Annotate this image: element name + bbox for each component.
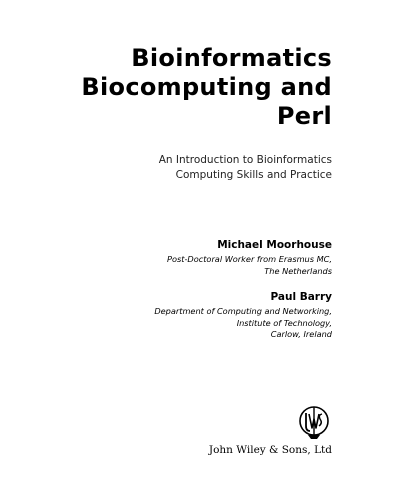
book-title-line: Bioinformatics xyxy=(131,44,332,72)
author-affiliation-line: Post-Doctoral Worker from Erasmus MC, xyxy=(167,254,332,264)
author-affiliation-line: The Netherlands xyxy=(264,265,332,276)
author-affiliation-line: Institute of Technology, xyxy=(236,317,332,328)
author-name: Paul Barry xyxy=(270,291,332,303)
book-title-line: Perl xyxy=(276,102,332,130)
publisher-name: John Wiley & Sons, Ltd xyxy=(208,444,332,456)
author-affiliation-line: Carlow, Ireland xyxy=(270,329,332,339)
book-subtitle-line: An Introduction to Bioinformatics xyxy=(158,154,332,166)
author-affiliation xyxy=(154,306,332,341)
book-subtitle xyxy=(159,153,332,183)
book-title-line: Biocomputing and xyxy=(81,73,332,101)
author-affiliation xyxy=(167,254,332,277)
wiley-logo-icon xyxy=(297,404,331,442)
author-block xyxy=(167,238,332,277)
author-name: Michael Moorhouse xyxy=(217,239,332,251)
book-title xyxy=(81,44,332,131)
book-subtitle-line: Computing Skills and Practice xyxy=(175,169,332,181)
author-affiliation-line: Department of Computing and Networking, xyxy=(154,306,332,316)
author-block xyxy=(154,290,332,341)
